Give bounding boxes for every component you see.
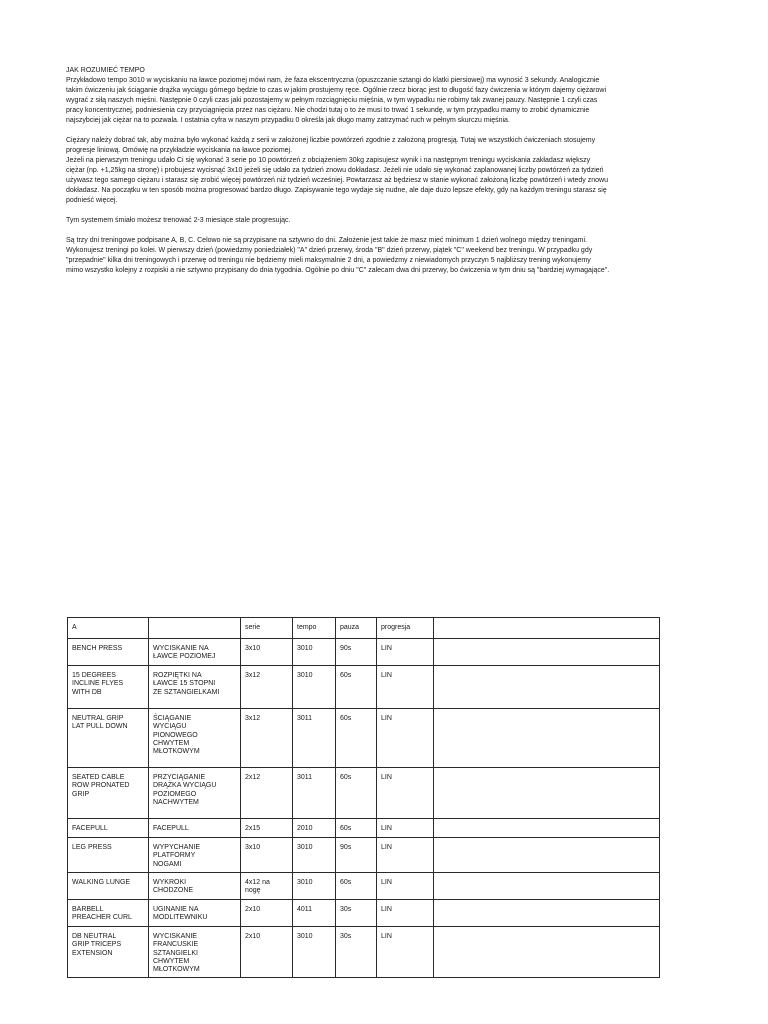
empty-cell bbox=[434, 838, 660, 873]
text-line: progresje liniową. Omówię na przykładzie wyciskania na ławce poziomej. bbox=[66, 147, 293, 154]
sets-reps: 3x12 bbox=[241, 666, 293, 709]
progression-value: LIN bbox=[377, 873, 434, 900]
rest-value: 30s bbox=[336, 927, 377, 978]
paragraph-system bbox=[66, 216, 706, 226]
exercise-name-pl: UGINANIE NA MODLITEWNIKU bbox=[149, 900, 241, 927]
tempo-value: 3010 bbox=[293, 838, 336, 873]
tempo-value: 3011 bbox=[293, 709, 336, 768]
text-line: Przykładowo tempo 3010 w wyciskaniu na ławce poziomej mówi nam, że faza ekscentryczna (opuszczanie sztangi do klatki piersiowej) ma wynosić 3 sekundy. Analogicznie bbox=[66, 77, 600, 84]
text-line: ciężar (np. +1,25kg na stronę) i probujesz wycisnąć 3x10 jeżeli się udało za tydzień znowu dokładasz. Jeżeli nie udało się wykonać zaplanowanej liczby powtórzeń za tydzień bbox=[66, 167, 604, 174]
rest-value: 60s bbox=[336, 819, 377, 838]
progression-value: LIN bbox=[377, 900, 434, 927]
exercise-name-pl: WYPYCHANIE PLATFORMY NOGAMI bbox=[149, 838, 241, 873]
empty-cell bbox=[434, 927, 660, 978]
exercise-name-en: DB NEUTRAL GRIP TRICEPS EXTENSION bbox=[68, 927, 149, 978]
table-row bbox=[68, 819, 660, 838]
progression-value: LIN bbox=[377, 768, 434, 819]
sets-reps: 2x10 bbox=[241, 927, 293, 978]
rest-value: 60s bbox=[336, 666, 377, 709]
table-row bbox=[68, 639, 660, 666]
rest-value: 60s bbox=[336, 768, 377, 819]
empty-cell bbox=[434, 873, 660, 900]
exercise-name-en: SEATED CABLE ROW PRONATED GRIP bbox=[68, 768, 149, 819]
training-table-a bbox=[67, 617, 660, 978]
table-row bbox=[68, 768, 660, 819]
rest-value: 30s bbox=[336, 900, 377, 927]
intro-text bbox=[66, 66, 706, 286]
exercise-name-en: NEUTRAL GRIP LAT PULL DOWN bbox=[68, 709, 149, 768]
exercise-name-pl: ŚCIĄGANIE WYCIĄGU PIONOWEGO CHWYTEM MŁOTKOWYM bbox=[149, 709, 241, 768]
tempo-value: 3010 bbox=[293, 927, 336, 978]
exercise-name-en: BENCH PRESS bbox=[68, 639, 149, 666]
exercise-name-pl: WYCISKANIE FRANCUSKIE SZTANGIELKI CHWYTEM MŁOTKOWYM bbox=[149, 927, 241, 978]
sets-reps: 3x12 bbox=[241, 709, 293, 768]
text-line: Jeżeli na pierwszym treningu udało Ci się wykonać 3 serie po 10 powtórzeń z obciążeniem 30kg zapisujesz wynik i na następnym treningu wyciskania zakładasz większy bbox=[66, 157, 591, 164]
text-line: "przepadnie" kilka dni treningowych i przerwę od treningu nie będziemy mieli maksymalnie 2 dni, a powiedzmy z niewiadomych przyczyn 5 najbliższy trening wykonujemy bbox=[66, 257, 591, 264]
tempo-value: 2010 bbox=[293, 819, 336, 838]
rest-value: 60s bbox=[336, 709, 377, 768]
tempo-value: 4011 bbox=[293, 900, 336, 927]
header-serie: serie bbox=[241, 618, 293, 639]
table-row bbox=[68, 873, 660, 900]
sets-reps: 3x10 bbox=[241, 639, 293, 666]
heading-tempo: JAK ROZUMIEĆ TEMPO bbox=[66, 67, 145, 74]
rest-value: 60s bbox=[336, 873, 377, 900]
header-blank-wide bbox=[434, 618, 660, 639]
empty-cell bbox=[434, 819, 660, 838]
exercise-name-en: 15 DEGREES INCLINE FLYES WITH DB bbox=[68, 666, 149, 709]
text-line: najszybciej jak ciężar na to pozwala. I ostatnia cyfra w naszym przypadku 0 określa jak długo mamy zatrzymać ruch w pełnym skurczu mięśnia. bbox=[66, 117, 510, 124]
empty-cell bbox=[434, 666, 660, 709]
tempo-value: 3010 bbox=[293, 873, 336, 900]
text-line: Są trzy dni treningowe podpisane A, B, C. Celowo nie są przypisane na sztywno do dni. Założenie jest takie że masz mieć minimum 1 dzień wolnego między treningami. bbox=[66, 237, 587, 244]
paragraph-tempo bbox=[66, 66, 706, 126]
paragraph-days bbox=[66, 236, 706, 276]
empty-cell bbox=[434, 768, 660, 819]
progression-value: LIN bbox=[377, 639, 434, 666]
exercise-name-en: FACEPULL bbox=[68, 819, 149, 838]
header-blank bbox=[149, 618, 241, 639]
text-line: takim ćwiczeniu jak ściąganie drążka wyciągu górnego będzie to czas w jakim prostujemy ręce. Ogólnie rzecz biorąc jest to długość fazy ćwiczenia w którym dajemy ciężarowi bbox=[66, 87, 607, 94]
sets-reps: 2x10 bbox=[241, 900, 293, 927]
header-day-label: A bbox=[68, 618, 149, 639]
exercise-name-en: LEG PRESS bbox=[68, 838, 149, 873]
progression-value: LIN bbox=[377, 819, 434, 838]
empty-cell bbox=[434, 709, 660, 768]
exercise-name-pl: ROZPIĘTKI NA ŁAWCE 15 STOPNI ZE SZTANGIELKAMI bbox=[149, 666, 241, 709]
text-line: Wykonujesz treningi po kolei. W pierwszy dzień (powiedzmy poniedziałek) "A" dzień przerwy, środa "B" dzień przerwy, piątek "C" weekend bez treningu. W przypadku gdy bbox=[66, 247, 593, 254]
exercise-name-pl: PRZYCIĄGANIE DRĄŻKA WYCIĄGU POZIOMEGO NACHWYTEM bbox=[149, 768, 241, 819]
sets-reps: 3x10 bbox=[241, 838, 293, 873]
table-row bbox=[68, 838, 660, 873]
table-row bbox=[68, 709, 660, 768]
exercise-name-pl: FACEPULL bbox=[149, 819, 241, 838]
sets-reps: 2x15 bbox=[241, 819, 293, 838]
table-row bbox=[68, 900, 660, 927]
text-line: podnieść więcej. bbox=[66, 197, 118, 204]
exercise-name-pl: WYCISKANIE NA ŁAWCE POZIOMEJ bbox=[149, 639, 241, 666]
empty-cell bbox=[434, 639, 660, 666]
progression-value: LIN bbox=[377, 666, 434, 709]
rest-value: 90s bbox=[336, 838, 377, 873]
exercise-name-en: WALKING LUNGE bbox=[68, 873, 149, 900]
progression-value: LIN bbox=[377, 927, 434, 978]
progression-value: LIN bbox=[377, 709, 434, 768]
sets-reps: 4x12 na nogę bbox=[241, 873, 293, 900]
exercise-name-en: BARBELL PREACHER CURL bbox=[68, 900, 149, 927]
table-row bbox=[68, 666, 660, 709]
table-header-row bbox=[68, 618, 660, 639]
header-progresja: progresja bbox=[377, 618, 434, 639]
tempo-value: 3010 bbox=[293, 639, 336, 666]
sets-reps: 2x12 bbox=[241, 768, 293, 819]
text-line: używasz tego samego ciężaru i starasz się zrobić więcej powtórzeń niż tydzień wcześniej. Powtarzasz aż będziesz w stanie wykonać założoną liczbę powtórzeń i wtedy znowu bbox=[66, 177, 608, 184]
text-line: Tym systemem śmiało możesz trenować 2-3 miesiące stale progresując. bbox=[66, 217, 291, 224]
text-line: wygrać z siłą naszych mięśni. Następnie 0 czyli czas jaki pozostajemy w pełnym rozciągnięciu mięśnia, w tym wypadku nie robimy tak zwanej pauzy. Następnie 1 czyli czas bbox=[66, 97, 598, 104]
header-pauza: pauza bbox=[336, 618, 377, 639]
text-line: dokładasz. Na początku w ten sposób można progresować bardzo długo. Zapisywanie tego wydaje się nudne, ale daje dużo lepsze efekty, gdy na każdym treningu starasz się bbox=[66, 187, 607, 194]
exercise-name-pl: WYKROKI CHODZONE bbox=[149, 873, 241, 900]
header-tempo: tempo bbox=[293, 618, 336, 639]
text-line: mimo wszystko kolejny z rozpiski a nie sztywno przypisany do dnia tygodnia. Ogólnie po dniu "C" zalecam dwa dni przerwy, bo ćwiczenia w tym dniu są "bardziej wymagające". bbox=[66, 267, 610, 274]
table-row bbox=[68, 927, 660, 978]
tempo-value: 3010 bbox=[293, 666, 336, 709]
tempo-value: 3011 bbox=[293, 768, 336, 819]
text-line: Ciężary należy dobrać tak, aby można było wykonać każdą z serii w założonej liczbie powtórzeń zgodnie z założoną progresją. Tutaj we wszystkich ćwiczeniach stosujemy bbox=[66, 137, 596, 144]
empty-cell bbox=[434, 900, 660, 927]
rest-value: 90s bbox=[336, 639, 377, 666]
paragraph-progression bbox=[66, 136, 706, 206]
progression-value: LIN bbox=[377, 838, 434, 873]
text-line: pracy koncentrycznej, podniesienia czy przyciągnięcia przez nas ciężaru. Nie chodzi tutaj o to że musi to trwać 1 sekundę, w tym przypadku mamy to zrobić dynamicznie bbox=[66, 107, 590, 114]
